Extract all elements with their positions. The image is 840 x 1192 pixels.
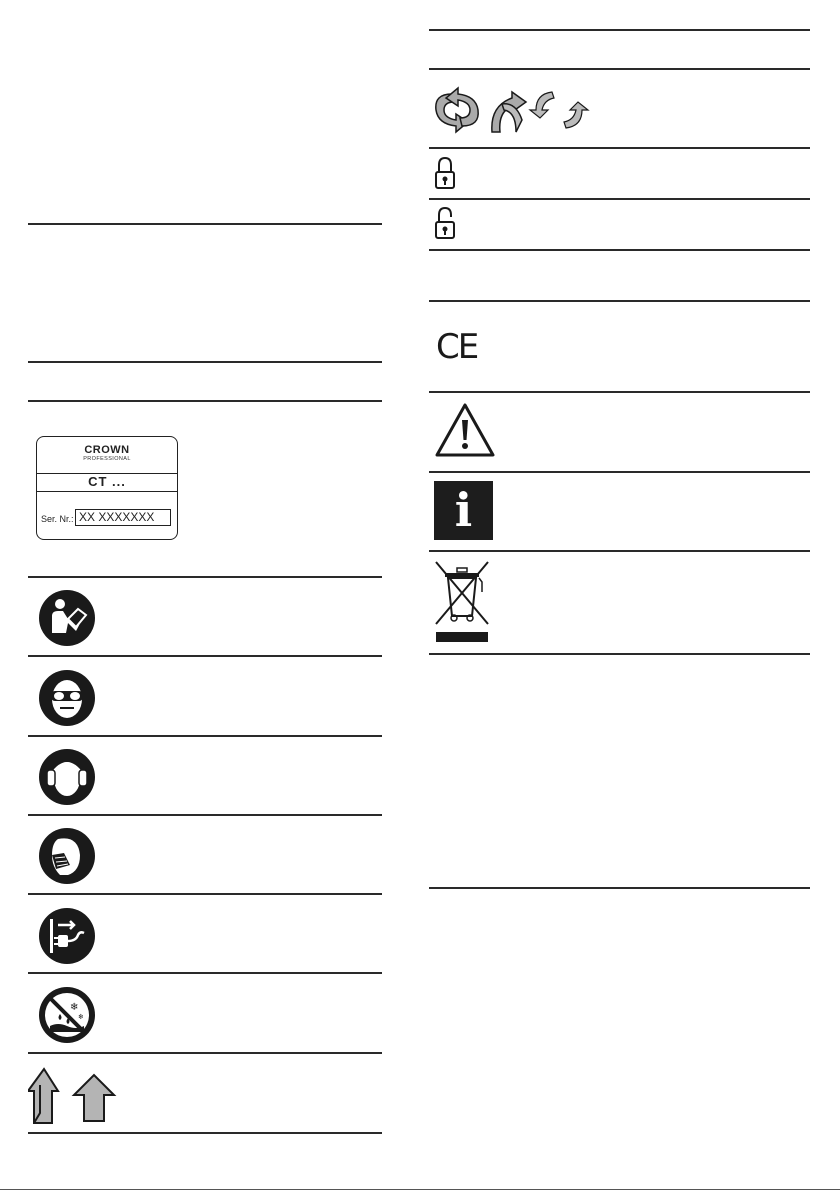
lock-icon bbox=[435, 156, 455, 190]
info-glyph: i bbox=[454, 483, 473, 537]
eye-protection-icon bbox=[38, 669, 96, 727]
divider bbox=[429, 550, 810, 552]
no-rain-icon bbox=[38, 986, 96, 1044]
plate-serial-value: XX XXXXXXX bbox=[75, 509, 171, 526]
divider bbox=[429, 391, 810, 393]
page-bottom-rule bbox=[0, 1189, 840, 1190]
info-icon bbox=[434, 481, 493, 540]
unlock-icon bbox=[435, 206, 455, 240]
divider bbox=[28, 361, 382, 363]
weee-bin-icon bbox=[432, 558, 492, 644]
divider bbox=[28, 655, 382, 657]
divider bbox=[28, 814, 382, 816]
svg-text:❄: ❄ bbox=[70, 1002, 79, 1013]
divider bbox=[28, 893, 382, 895]
divider bbox=[429, 68, 810, 70]
svg-text:❄: ❄ bbox=[78, 1013, 84, 1021]
plate-model: CT ... bbox=[88, 474, 126, 489]
divider bbox=[429, 249, 810, 251]
divider bbox=[429, 29, 810, 31]
divider bbox=[28, 576, 382, 578]
divider bbox=[429, 471, 810, 473]
plate-brand: CROWN bbox=[84, 444, 130, 456]
ear-protection-icon bbox=[38, 748, 96, 806]
plate-divider bbox=[37, 491, 177, 492]
read-manual-icon bbox=[38, 589, 96, 647]
rotation-direction-icon bbox=[432, 84, 592, 136]
divider bbox=[28, 400, 382, 402]
unplug-icon bbox=[38, 907, 96, 965]
divider bbox=[429, 653, 810, 655]
plate-brand-sub: PROFESSIONAL bbox=[83, 456, 131, 462]
divider bbox=[429, 300, 810, 302]
divider bbox=[429, 147, 810, 149]
divider bbox=[28, 1052, 382, 1054]
warning-icon bbox=[434, 402, 496, 458]
ce-mark-icon: CE bbox=[436, 327, 478, 367]
divider bbox=[429, 887, 810, 889]
plate-serial-label: Ser. Nr.: bbox=[41, 514, 74, 524]
rating-plate bbox=[36, 436, 178, 540]
divider bbox=[429, 198, 810, 200]
arrow-direction-icon bbox=[28, 1063, 120, 1125]
divider bbox=[28, 223, 382, 225]
dust-mask-icon bbox=[38, 827, 96, 885]
divider bbox=[28, 1132, 382, 1134]
divider bbox=[28, 735, 382, 737]
divider bbox=[28, 972, 382, 974]
